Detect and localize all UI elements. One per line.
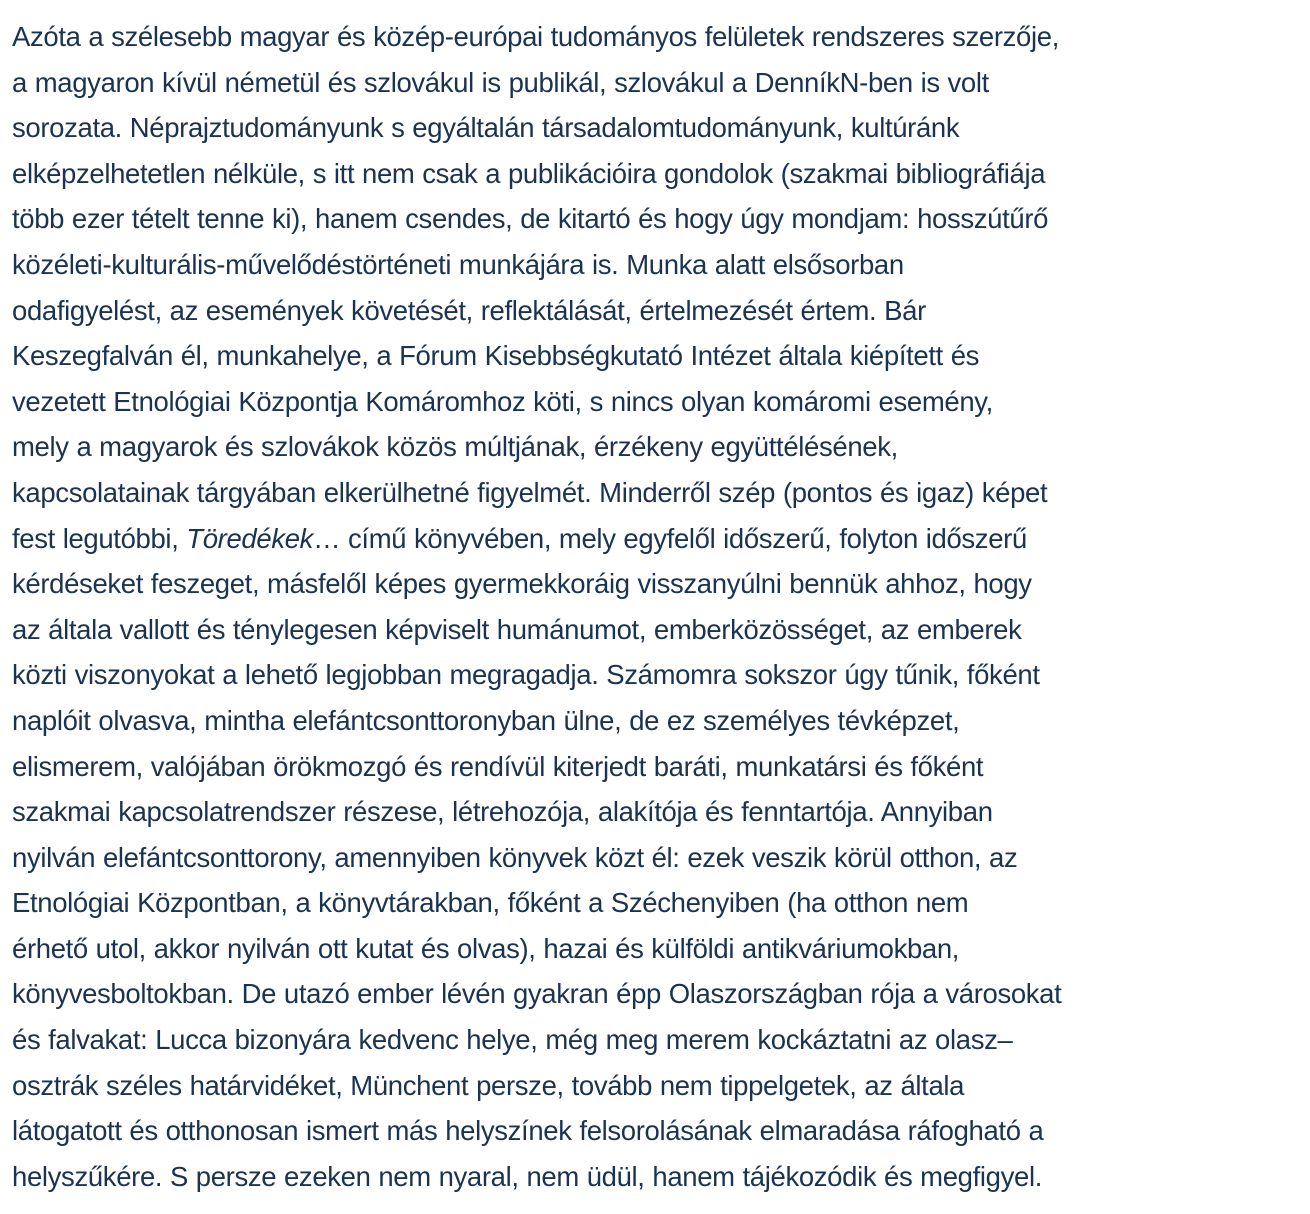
- text-line: közéleti-kulturális-művelődéstörténeti munkájára is. Munka alatt elsősorban: [12, 248, 904, 280]
- text-line: kérdéseket feszeget, másfelől képes gyermekkoráig visszanyúlni bennük ahhoz, hogy: [12, 568, 1032, 600]
- text-line: naplóit olvasva, mintha elefántcsonttoronyban ülne, de ez személyes tévképzet,: [12, 704, 960, 736]
- text-line: látogatott és otthonosan ismert más helyszínek felsorolásának elmaradása ráfogható a: [12, 1115, 1044, 1147]
- text-line: nyilván elefántcsonttorony, amennyiben könyvek közt él: ezek veszik körül otthon, az: [12, 841, 1018, 873]
- book-title: Töredékek: [186, 522, 314, 554]
- text-line: a magyaron kívül németül és szlovákul is publikál, szlovákul a DenníkN-ben is volt: [12, 66, 989, 98]
- text-line: Keszegfalván él, munkahelye, a Fórum Kisebbségkutató Intézet általa kiépített és: [12, 340, 980, 372]
- text-line: érhető utol, akkor nyilván ott kutat és olvas), hazai és külföldi antikváriumokban,: [12, 932, 960, 964]
- text-segment: fest legutóbbi,: [12, 522, 187, 554]
- text-line: és falvakat: Lucca bizonyára kedvenc helye, még meg merem kockáztatni az olasz–: [12, 1024, 1013, 1056]
- text-line: [12, 516, 1308, 562]
- text-line: közti viszonyokat a lehető legjobban megragadja. Számomra sokszor úgy tűnik, főként: [12, 659, 1040, 691]
- text-line: Etnológiai Központban, a könyvtárakban, főként a Széchenyiben (ha otthon nem: [12, 887, 969, 919]
- text-line: könyvesboltokban. De utazó ember lévén gyakran épp Olaszországban rója a városokat: [12, 978, 1062, 1010]
- text-line: több ezer tételt tenne ki), hanem csendes, de kitartó és hogy úgy mondjam: hosszútűrő: [12, 203, 1049, 235]
- text-line: sorozata. Néprajztudományunk s egyáltalán társadalomtudományunk, kultúránk: [12, 112, 960, 144]
- text-line: kapcsolatainak tárgyában elkerülhetné figyelmét. Minderről szép (pontos és igaz) képet: [12, 476, 1048, 508]
- text-line: odafigyelést, az események követését, reflektálását, értelmezését értem. Bár: [12, 294, 926, 326]
- text-line: elismerem, valójában örökmozgó és rendívül kiterjedt baráti, munkatársi és főként: [12, 750, 984, 782]
- text-line: vezetett Etnológiai Központja Komáromhoz köti, s nincs olyan komáromi esemény,: [12, 385, 993, 417]
- text-line: Azóta a szélesebb magyar és közép-európai tudományos felületek rendszeres szerzője,: [12, 21, 1059, 52]
- text-line: elképzelhetetlen nélküle, s itt nem csak a publikációira gondolok (szakmai bibliográfiája: [12, 157, 1046, 189]
- text-line: osztrák széles határvidéket, Münchent persze, tovább nem tippelgetek, az általa: [12, 1069, 965, 1101]
- text-line: helyszűkére. S persze ezeken nem nyaral, nem üdül, hanem tájékozódik és megfigyel.: [12, 1160, 1042, 1192]
- article-paragraph: [12, 14, 1308, 1199]
- text-line: az általa vallott és ténylegesen képviselt humánumot, emberközösséget, az emberek: [12, 613, 1022, 645]
- text-line: mely a magyarok és szlovákok közös múltjának, érzékeny együttélésének,: [12, 431, 898, 463]
- text-segment: … című könyvében, mely egyfelől időszerű, folyton időszerű: [313, 522, 1027, 554]
- text-line: szakmai kapcsolatrendszer részese, létrehozója, alakítója és fenntartója. Annyiban: [12, 796, 993, 828]
